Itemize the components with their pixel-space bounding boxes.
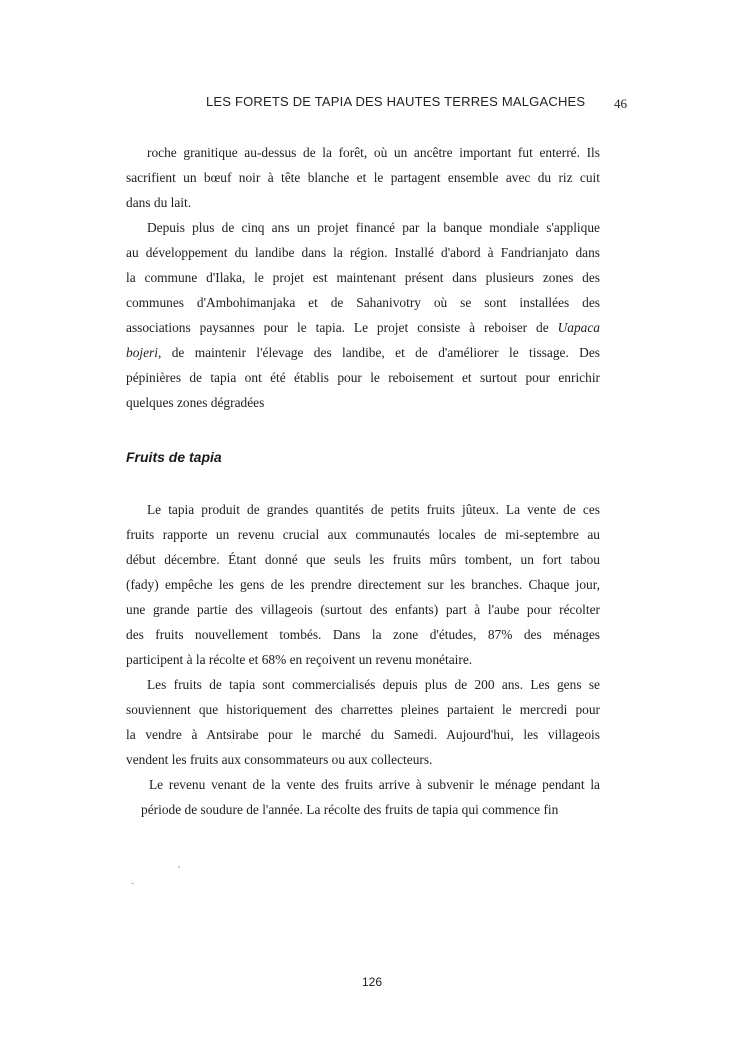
running-header-title: LES FORETS DE TAPIA DES HAUTES TERRES MALGACHES bbox=[206, 94, 586, 109]
text-line: souviennent que historiquement des charrettes pleines partaient le mercredi pour bbox=[126, 702, 600, 717]
text-line: Le revenu venant de la vente des fruits arrive à subvenir le ménage pendant la bbox=[149, 777, 600, 792]
text-line: participent à la récolte et 68% en reçoivent un revenu monétaire. bbox=[126, 652, 473, 667]
section-heading: Fruits de tapia bbox=[126, 449, 222, 465]
text-line: communes d'Ambohimanjaka et de Sahanivotry où se sont installées des bbox=[126, 295, 600, 310]
text-line: des fruits nouvellement tombés. Dans la zone d'études, 87% des ménages bbox=[126, 627, 600, 642]
scan-speck bbox=[178, 866, 180, 868]
text-line: Les fruits de tapia sont commercialisés depuis plus de 200 ans. Les gens se bbox=[147, 677, 600, 692]
footer-page-number: 126 bbox=[361, 975, 383, 989]
text-line: début décembre. Étant donné que seuls les fruits mûrs tombent, un fort tabou bbox=[126, 552, 600, 567]
text-line: sacrifient un bœuf noir à tête blanche et le partagent ensemble avec du riz cuit bbox=[126, 170, 600, 185]
text-line: dans du lait. bbox=[126, 195, 192, 210]
text-line: quelques zones dégradées bbox=[126, 395, 265, 410]
text-line: la commune d'Ilaka, le projet est maintenant présent dans plusieurs zones des bbox=[126, 270, 600, 285]
text-line: au développement du landibe dans la région. Installé d'abord à Fandrianjato dans bbox=[126, 245, 600, 260]
text-line: roche granitique au-dessus de la forêt, où un ancêtre important fut enterré. Ils bbox=[147, 145, 600, 160]
species-name: bojeri bbox=[126, 345, 158, 360]
text-line: Le tapia produit de grandes quantités de petits fruits jûteux. La vente de ces bbox=[147, 502, 600, 517]
species-name: Uapaca bbox=[557, 320, 600, 335]
text-line: fruits rapporte un revenu crucial aux communautés locales de mi-septembre au bbox=[126, 527, 600, 542]
text-line: (fady) empêche les gens de les prendre directement sur les branches. Chaque jour, bbox=[126, 577, 600, 592]
scan-speck bbox=[131, 883, 134, 884]
text-line: bojeri, de maintenir l'élevage des landibe, et de d'améliorer le tissage. Des bbox=[126, 345, 600, 360]
text-line: Depuis plus de cinq ans un projet financé par la banque mondiale s'applique bbox=[147, 220, 600, 235]
text-line: vendent les fruits aux consommateurs ou aux collecteurs. bbox=[126, 752, 433, 767]
text-line: associations paysannes pour le tapia. Le projet consiste à reboiser de Uapaca bbox=[126, 320, 600, 335]
text-line: période de soudure de l'année. La récolte des fruits de tapia qui commence fin bbox=[141, 802, 559, 817]
text-line: une grande partie des villageois (surtout des enfants) part à l'aube pour récolter bbox=[126, 602, 600, 617]
text-line: pépinières de tapia ont été établis pour le reboisement et surtout pour enrichir bbox=[126, 370, 600, 385]
text-line: la vendre à Antsirabe pour le marché du Samedi. Aujourd'hui, les villageois bbox=[126, 727, 600, 742]
header-page-number: 46 bbox=[614, 96, 627, 111]
